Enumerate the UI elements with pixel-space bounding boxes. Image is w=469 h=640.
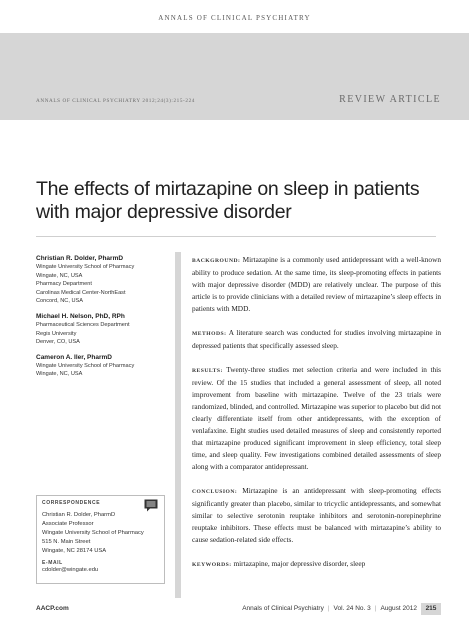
abstract bbox=[192, 254, 441, 583]
email-link[interactable]: cdolder@wingate.edu bbox=[42, 567, 99, 573]
keywords-text: mirtazapine, major depressive disorder, sleep bbox=[233, 559, 366, 568]
author-block bbox=[36, 353, 161, 379]
author-block bbox=[36, 254, 161, 306]
methods-label: METHODS: bbox=[192, 331, 227, 337]
author-name: Michael H. Nelson, PhD, RPh bbox=[36, 312, 125, 320]
abstract-background bbox=[192, 254, 441, 315]
message-icon bbox=[144, 499, 158, 517]
title-divider bbox=[36, 236, 436, 237]
author-affiliation: Regis University bbox=[36, 330, 77, 337]
author-block bbox=[36, 312, 161, 347]
correspondence-line: 515 N. Main Street bbox=[42, 539, 91, 545]
correspondence-line: Wingate University School of Pharmacy bbox=[42, 530, 144, 536]
page-number: 215 bbox=[421, 603, 441, 615]
author-name: Cameron A. Iler, PharmD bbox=[36, 353, 112, 361]
author-affiliation: Denver, CO, USA bbox=[36, 339, 80, 346]
author-affiliation: Carolinas Medical Center-NorthEast bbox=[36, 289, 126, 296]
correspondence-line: Christian R. Dolder, PharmD bbox=[42, 512, 116, 518]
footer-volume: Vol. 24 No. 3 bbox=[333, 605, 371, 612]
journal-header: ANNALS OF CLINICAL PSYCHIATRY bbox=[158, 14, 311, 22]
background-label: BACKGROUND: bbox=[192, 258, 241, 264]
author-list bbox=[36, 254, 161, 385]
results-label: RESULTS: bbox=[192, 368, 223, 374]
article-title: The effects of mirtazapine on sleep in patients with major depressive disorder bbox=[36, 178, 420, 223]
header-banner bbox=[0, 33, 469, 120]
author-affiliation: Wingate, NC, USA bbox=[36, 272, 83, 279]
conclusion-text: Mirtazapine is an antidepressant with sleep-promoting effects significantly greater than placebo, similar to tricyclic antidepressants, and somewhat similar to selective serotonin reuptake inhibitors and serotonin-norepinephrine reuptake inhibitors. These effects must be balanced with mirtazapine’s ability to cause sedation-related side effects. bbox=[192, 486, 441, 544]
keywords-label: KEYWORDS: bbox=[192, 562, 232, 568]
methods-text: A literature search was conducted for studies involving mirtazapine in depressed patients that specifically assessed sleep. bbox=[192, 328, 442, 350]
conclusion-label: CONCLUSION: bbox=[192, 489, 238, 495]
abstract-sidebar-bar bbox=[175, 252, 181, 598]
results-text: Twenty-three studies met selection criteria and were included in this review. Of the 15 studies that included a general assessment of sleep, all noted improvement from baseline with mirtazapine. Twelve of the 23 trials were randomized, blinded, and controlled. Mirtazapine was superior to placebo but did not clearly differentiate itself from other antidepressants, with the exception of venlafaxine. Eight studies used detailed measures of sleep and consistently reported that mirtazapine produced significant improvement in sleep efficiency, total sleep time, and sleep quality. Few investigations combined detailed assessments of sleep along with a comparator antidepressant. bbox=[192, 365, 441, 471]
correspondence-heading: CORRESPONDENCE bbox=[42, 500, 101, 506]
author-affiliation: Wingate University School of Pharmacy bbox=[36, 362, 135, 369]
abstract-results bbox=[192, 364, 441, 473]
site-link[interactable]: AACP.com bbox=[36, 605, 69, 612]
abstract-conclusion bbox=[192, 485, 441, 546]
correspondence-box bbox=[36, 495, 165, 584]
author-affiliation: Concord, NC, USA bbox=[36, 298, 83, 305]
author-affiliation: Pharmacy Department bbox=[36, 281, 92, 288]
correspondence-line: Associate Professor bbox=[42, 521, 94, 527]
author-affiliation: Wingate University School of Pharmacy bbox=[36, 264, 135, 270]
section-label: REVIEW ARTICLE bbox=[339, 94, 441, 105]
citation: ANNALS OF CLINICAL PSYCHIATRY 2012;24(3):215-224 bbox=[36, 98, 195, 104]
abstract-keywords bbox=[192, 558, 441, 571]
author-affiliation: Pharmaceutical Sciences Department bbox=[36, 321, 130, 328]
abstract-methods bbox=[192, 327, 441, 352]
background-text: Mirtazapine is a commonly used antidepressant with a well-known ability to produce sedation. At the same time, its sleep-promoting effects in patients with major depressive disorder (MDD) are relatively unclear. The purpose of this article is to provide clinicians with a detailed review of mirtazapine’s sleep effects in patients with MDD. bbox=[192, 255, 441, 313]
correspondence-line: Wingate, NC 28174 USA bbox=[42, 548, 107, 554]
footer-citation: Annals of Clinical Psychiatry | Vol. 24 No. 3 | August 2012 bbox=[242, 605, 417, 612]
author-affiliation: Wingate, NC, USA bbox=[36, 371, 83, 378]
footer-date: August 2012 bbox=[380, 605, 417, 612]
page-footer bbox=[36, 605, 441, 617]
author-name: Christian R. Dolder, PharmD bbox=[36, 255, 124, 262]
email-heading: E-MAIL bbox=[42, 560, 63, 566]
footer-journal: Annals of Clinical Psychiatry bbox=[242, 605, 324, 612]
